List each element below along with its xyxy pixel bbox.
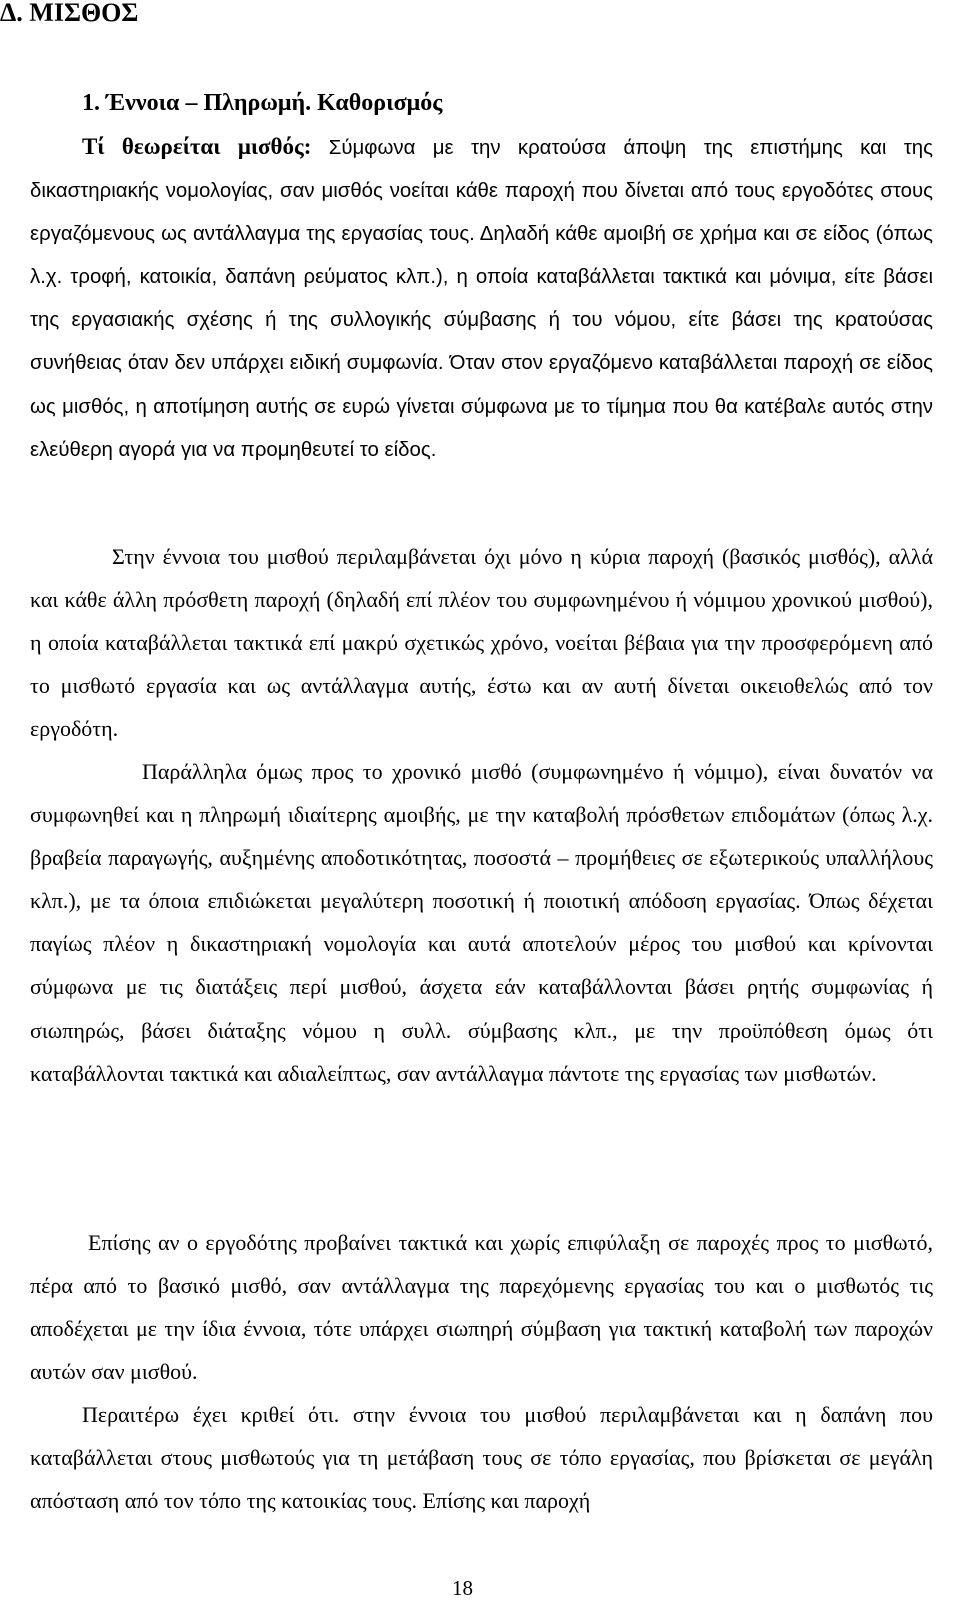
subsection-heading: 1. Έννοια – Πληρωμή. Καθορισμός xyxy=(82,90,443,116)
paragraph-travel-expenses: Περαιτέρω έχει κριθεί ότι. στην έννοια του μισθού περιλαμβάνεται και η δαπάνη που καταβάλλεται στους μισθωτούς για τη μετάβαση τους σε τόπο εργασίας, που βρίσκεται σε μεγάλη απόσταση από τον τόπο της κατοικίας τους. Επίσης και παροχή xyxy=(30,1402,933,1514)
paragraph-main-and-additional-benefits: Στην έννοια του μισθού περιλαμβάνεται όχι μόνο η κύρια παροχή (βασικός μισθός), αλλά και κάθε άλλη πρόσθετη παροχή (δηλαδή επί πλέον του συμφωνημένου ή νόμιμου χρονικού μισθού), η οποία καταβάλλεται τακτικά επί μακρύ σχετικώς χρόνο, νοείται βέβαια για την προσφερόμενη από το μισθωτό εργασία και ως αντάλλαγμα αυτής, έστω και αν αυτή δίνεται οικειοθελώς από τον εργοδότη. xyxy=(30,544,933,742)
paragraph-tacit-agreement: Επίσης αν ο εργοδότης προβαίνει τακτικά και χωρίς επιφύλαξη σε παροχές προς το μισθωτό, πέρα από το βασικό μισθό, σαν αντάλλαγμα της παρεχόμενης εργασίας του και ο μισθωτός τις αποδέχεται με την ίδια έννοια, τότε υπάρχει σιωπηρή σύμβαση για τακτική καταβολή των παροχών αυτών σαν μισθού. xyxy=(30,1230,933,1385)
definition-lead: Τί θεωρείται μισθός: xyxy=(82,134,312,159)
definition-body: Σύμφωνα με την κρατούσα άποψη της επιστήμης και της δικαστηριακής νομολογίας, σαν μισθός νοείται κάθε παροχή που δίνεται από τους εργοδότες στους εργαζόμενους ως αντάλλαγμα της εργασίας τους. Δηλαδή κάθε αμοιβή σε χρήμα και σε είδος (όπως λ.χ. τροφή, κατοικία, δαπάνη ρεύματος κλπ.), η οποία καταβάλλεται τακτικά και μόνιμα, είτε βάσει της εργασιακής σχέσης ή της συλλογικής σύμβασης ή του νόμου, είτε βάσει της κρατούσας συνήθειας όταν δεν υπάρχει ειδική συμφωνία. Όταν στον εργαζόμενο καταβάλλεται παροχή σε είδος ως μισθός, η αποτίμηση αυτής σε ευρώ γίνεται σύμφωνα με το τίμημα που θα κατέβαλε αυτός στην ελεύθερη αγορά για να προμηθευτεί το είδος. xyxy=(30,137,933,461)
section-heading: Δ. ΜΙΣΘΟΣ xyxy=(0,0,139,27)
paragraph-salary-definition xyxy=(30,125,933,472)
paragraph-extra-allowances: Παράλληλα όμως προς το χρονικό μισθό (συμφωνημένο ή νόμιμο), είναι δυνατόν να συμφωνηθεί και η πληρωμή ιδιαίτερης αμοιβής, με την καταβολή πρόσθετων επιδομάτων (όπως λ.χ. βραβεία παραγωγής, αυξημένης αποδοτικότητας, ποσοστά – προμήθειες σε εξωτερικούς υπαλλήλους κλπ.), με τα όποια επιδιώκεται μεγαλύτερη ποσοτική ή ποιοτική απόδοση εργασίας. Όπως δέχεται παγίως πλέον η δικαστηριακή νομολογία και αυτά αποτελούν μέρος του μισθού και κρίνονται σύμφωνα με τις διατάξεις περί μισθού, άσχετα εάν καταβάλλονται βάσει ρητής συμφωνίας ή σιωπηρώς, βάσει διάταξης νόμου η συλλ. σύμβασης κλπ., με την προϋπόθεση όμως ότι καταβάλλονται τακτικά και αδιαλείπτως, σαν αντάλλαγμα πάντοτε της εργασίας των μισθωτών. xyxy=(30,759,933,1086)
page-number: 18 xyxy=(452,1576,473,1600)
